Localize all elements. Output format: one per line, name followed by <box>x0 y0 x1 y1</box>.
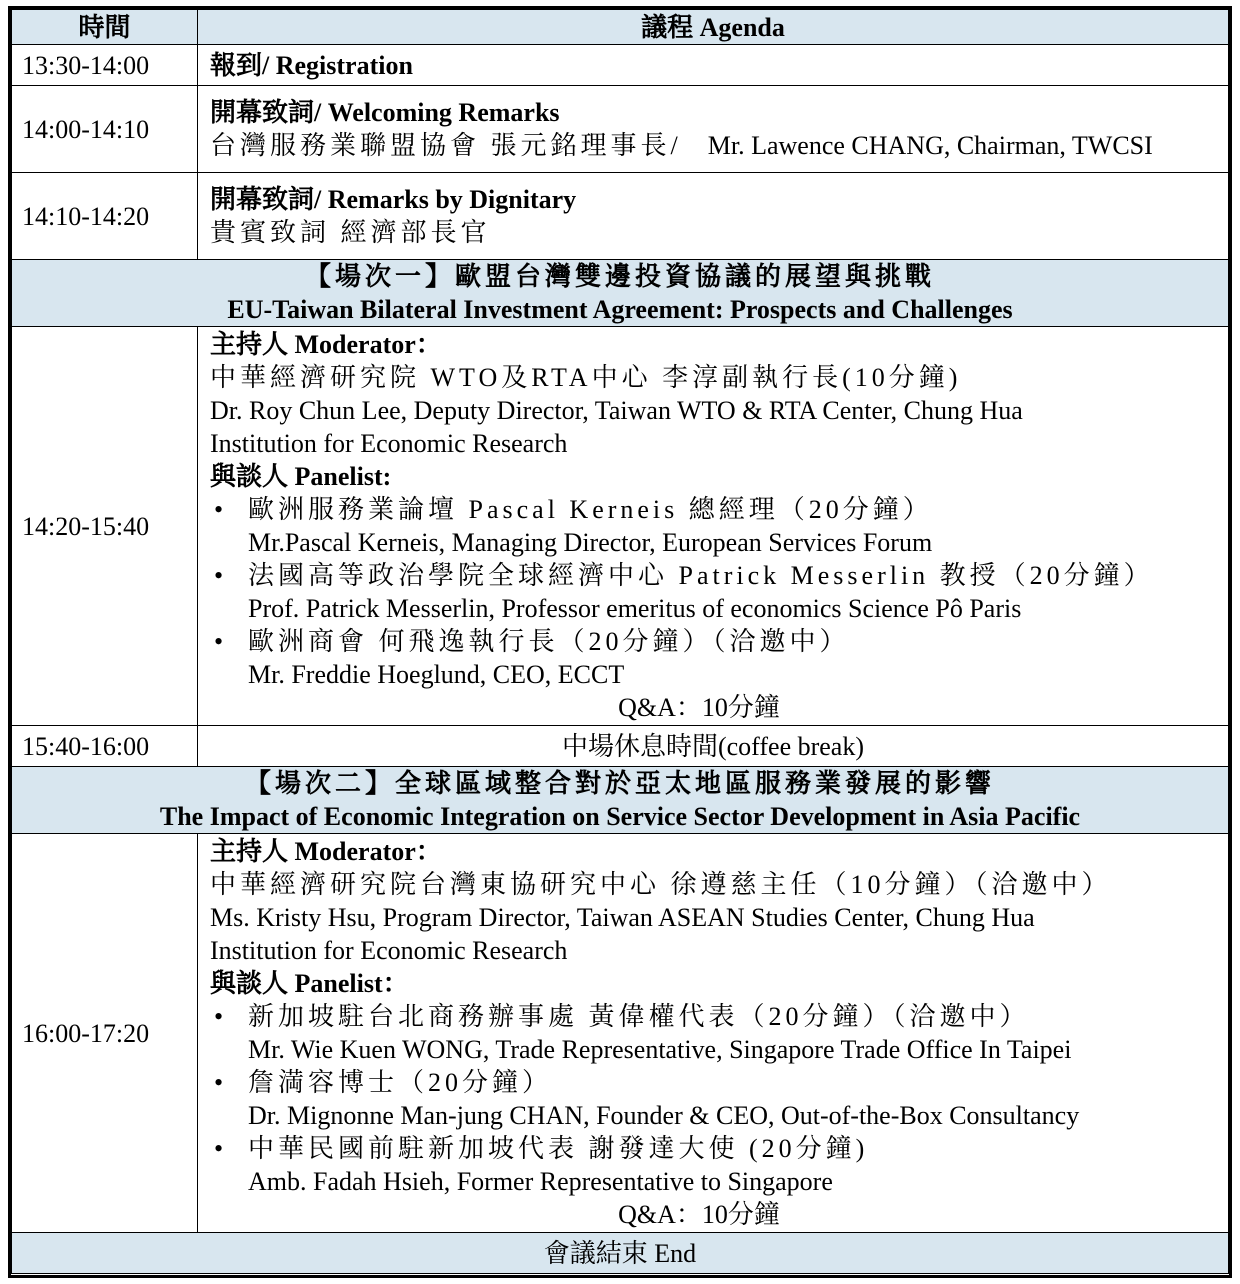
panelist-en: Mr.Pascal Kerneis, Managing Director, European Services Forum <box>248 528 933 557</box>
qa-label: Q&A：10分鐘 <box>618 693 780 722</box>
session-row <box>12 260 1229 327</box>
end-row <box>12 1233 1229 1274</box>
time-cell: 15:40-16:00 <box>12 726 198 767</box>
session1-title-cjk: 【場次一】歐盟台灣雙邊投資協議的展望與挑戰 <box>304 262 935 291</box>
qa-label: Q&A：10分鐘 <box>618 1200 780 1229</box>
bullet-icon: • <box>214 1068 224 1097</box>
moderator-en-1: Dr. Roy Chun Lee, Deputy Director, Taiwan WTO & RTA Center, Chung Hua <box>210 396 1023 425</box>
bullet-icon: • <box>214 1134 224 1163</box>
table-row <box>12 834 1229 1233</box>
panelist-cjk: 新加坡駐台北商務辦事處 黃偉權代表（20分鐘）（洽邀中） <box>248 1002 1030 1031</box>
list-item <box>210 1066 1228 1132</box>
panelist-en: Dr. Mignonne Man-jung CHAN, Founder & CEO, Out-of-the-Box Consultancy <box>248 1101 1080 1130</box>
moderator-en-2: Institution for Economic Research <box>210 429 568 458</box>
bullet-icon: • <box>214 1002 224 1031</box>
end-label: 會議結束 End <box>12 1233 1229 1274</box>
time-cell: 13:30-14:00 <box>12 45 198 86</box>
agenda-table <box>11 9 1229 1274</box>
session2-title-cjk: 【場次二】全球區域整合對於亞太地區服務業發展的影響 <box>244 769 995 798</box>
panelist-en: Mr. Wie Kuen WONG, Trade Representative, Singapore Trade Office In Taipei <box>248 1035 1072 1064</box>
panel2-cell <box>198 834 1229 1233</box>
dignitary-detail: 貴賓致詞 經濟部長官 <box>210 218 491 247</box>
panelist-list <box>210 1000 1228 1198</box>
welcome-cell <box>198 86 1229 173</box>
list-item <box>210 1132 1228 1198</box>
moderator-cjk: 中華經濟研究院 WTO及RTA中心 李淳副執行長(10分鐘) <box>210 363 962 392</box>
welcome-title: 開幕致詞/ Welcoming Remarks <box>210 98 560 127</box>
table-row <box>12 86 1229 173</box>
moderator-label: 主持人 Moderator： <box>210 837 442 866</box>
panelist-cjk: 法國高等政治學院全球經濟中心 Patrick Messerlin 教授（20分鐘） <box>248 561 1154 590</box>
panelist-cjk: 歐洲服務業論壇 Pascal Kerneis 總經理（20分鐘） <box>248 495 933 524</box>
panelist-label: 與談人 Panelist: <box>210 462 392 491</box>
panelist-label: 與談人 Panelist： <box>210 969 409 998</box>
table-row <box>12 726 1229 767</box>
dignitary-cell <box>198 173 1229 260</box>
panelist-list <box>210 493 1228 691</box>
session2-title-en: The Impact of Economic Integration on Service Sector Development in Asia Pacific <box>159 802 1081 831</box>
moderator-cjk: 中華經濟研究院台灣東協研究中心 徐遵慈主任（10分鐘）（洽邀中） <box>210 870 1112 899</box>
bullet-icon: • <box>214 495 224 524</box>
time-cell: 14:10-14:20 <box>12 173 198 260</box>
list-item <box>210 625 1228 691</box>
panelist-cjk: 詹満容博士（20分鐘） <box>248 1068 553 1097</box>
panelist-cjk: 歐洲商會 何飛逸執行長（20分鐘）（洽邀中） <box>248 627 850 656</box>
header-row <box>12 10 1229 45</box>
header-time: 時間 <box>12 10 198 45</box>
moderator-en-1: Ms. Kristy Hsu, Program Director, Taiwan ASEAN Studies Center, Chung Hua <box>210 903 1035 932</box>
table-row <box>12 327 1229 726</box>
time-cell: 16:00-17:20 <box>12 834 198 1233</box>
table-row <box>12 45 1229 86</box>
time-cell: 14:00-14:10 <box>12 86 198 173</box>
welcome-detail-en: Mr. Lawence CHANG, Chairman, TWCSI <box>707 131 1153 160</box>
session-row <box>12 767 1229 834</box>
moderator-en-2: Institution for Economic Research <box>210 936 568 965</box>
panelist-en: Amb. Fadah Hsieh, Former Representative to Singapore <box>248 1167 833 1196</box>
welcome-detail-cjk: 台灣服務業聯盟協會 張元銘理事長/ <box>210 131 682 160</box>
list-item <box>210 559 1228 625</box>
session2-header <box>12 767 1229 834</box>
list-item <box>210 1000 1228 1066</box>
break-label: 中場休息時間(coffee break) <box>198 726 1229 767</box>
table-row <box>12 173 1229 260</box>
bullet-icon: • <box>214 627 224 656</box>
panelist-cjk: 中華民國前駐新加坡代表 謝發達大使 (20分鐘) <box>248 1134 869 1163</box>
session1-header <box>12 260 1229 327</box>
moderator-label: 主持人 Moderator： <box>210 330 442 359</box>
registration-title: 報到/ Registration <box>198 45 1229 86</box>
panel1-cell <box>198 327 1229 726</box>
bullet-icon: • <box>214 561 224 590</box>
panelist-en: Prof. Patrick Messerlin, Professor emeritus of economics Science Pô Paris <box>248 594 1022 623</box>
header-agenda: 議程 Agenda <box>198 10 1229 45</box>
time-cell: 14:20-15:40 <box>12 327 198 726</box>
panelist-en: Mr. Freddie Hoeglund, CEO, ECCT <box>248 660 625 689</box>
session1-title-en: EU-Taiwan Bilateral Investment Agreement: Prospects and Challenges <box>227 295 1013 324</box>
list-item <box>210 493 1228 559</box>
dignitary-title: 開幕致詞/ Remarks by Dignitary <box>210 185 577 214</box>
